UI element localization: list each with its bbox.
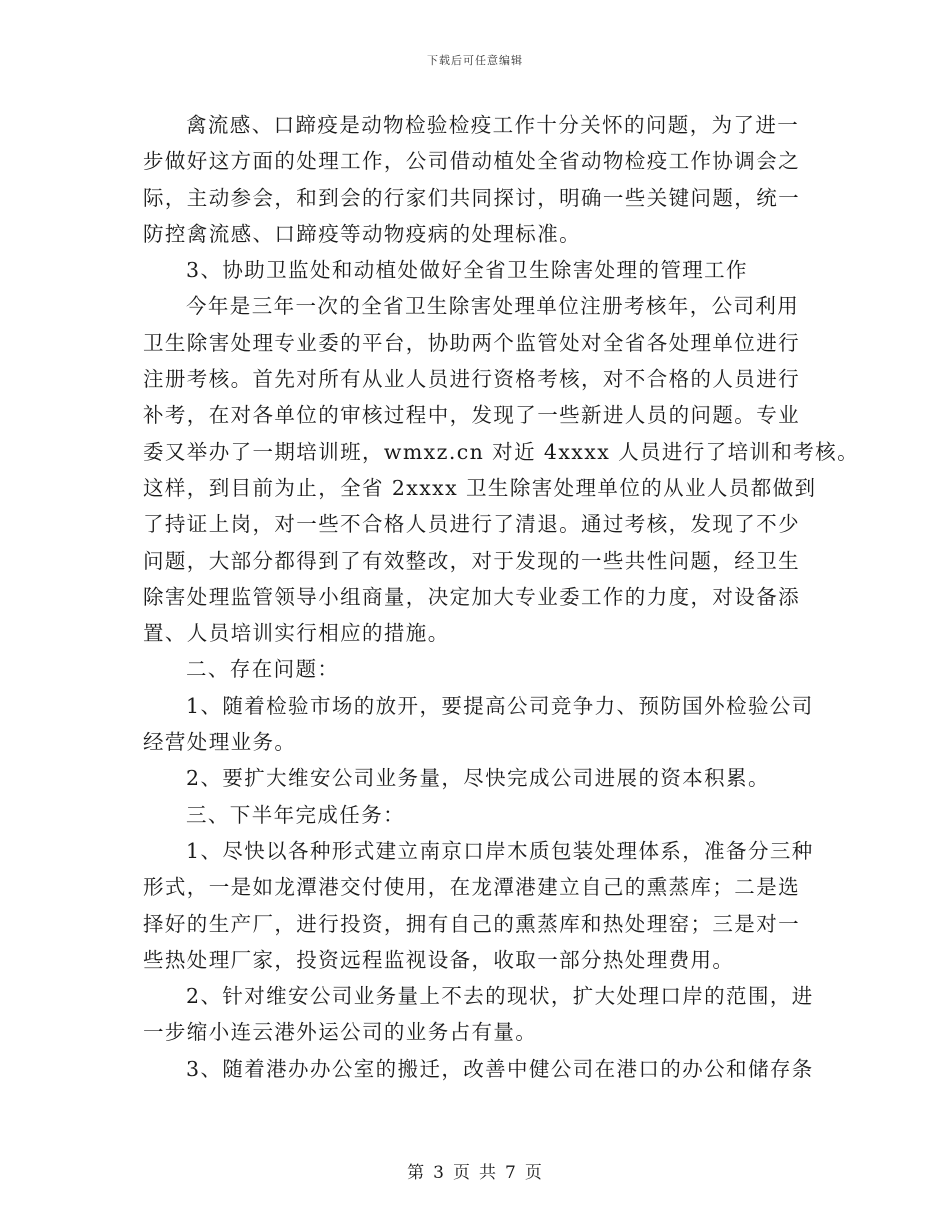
- paragraph: [143, 797, 808, 833]
- text-line: 今年是三年一次的全省卫生除害处理单位注册考核年，公司利用: [186, 294, 800, 319]
- text-line: 禽流感、口蹄疫是动物检验检疫工作十分关怀的问题，为了进一: [186, 113, 800, 137]
- footer-current-page: 3: [433, 1163, 445, 1183]
- footer-page-word: 页: [453, 1163, 471, 1183]
- text-line: 经营处理业务。: [143, 730, 297, 755]
- text-line: 问题，大部分都得到了有效整改，对于发现的一些共性问题，经卫生: [143, 548, 800, 573]
- text-line: 卫生除害处理专业委的平台，协助两个监管处对全省各处理单位进行: [143, 330, 800, 355]
- text-line: 补考，在对各单位的审核过程中，发现了一些新进人员的问题。专业: [143, 403, 800, 428]
- text-line: 2、要扩大维安公司业务量，尽快完成公司进展的资本积累。: [186, 766, 770, 791]
- text-line: 二、存在问题：: [186, 657, 340, 682]
- text-line: 这样，到目前为止，全省 2xxxx 卫生除害处理单位的从业人员都做到: [143, 475, 817, 500]
- page-footer: [0, 1158, 950, 1183]
- paragraph: [143, 833, 814, 978]
- footer-total-pages: 7: [505, 1163, 517, 1183]
- text-line: 形式，一是如龙潭港交付使用，在龙潭港建立自己的熏蒸库；二是选: [143, 875, 800, 900]
- text-line: 委又举办了一期培训班，wmxz.cn 对近 4xxxx 人员进行了培训和考核。: [143, 439, 859, 464]
- paragraph: [143, 760, 808, 796]
- text-line: 了持证上岗，对一些不合格人员进行了清退。通过考核，发现了不少: [143, 512, 800, 537]
- text-line: 防控禽流感、口蹄疫等动物疫病的处理标准。: [143, 221, 581, 246]
- paragraph: [143, 651, 808, 687]
- footer-total-label: 共: [479, 1163, 497, 1183]
- text-line: 些热处理厂家，投资远程监视设备，收取一部分热处理费用。: [143, 947, 735, 972]
- text-line: 步做好这方面的处理工作，公司借动植处全省动物检疫工作协调会之: [143, 149, 800, 174]
- text-line: 置、人员培训实行相应的措施。: [143, 621, 450, 646]
- footer-suffix: 页: [524, 1163, 543, 1183]
- text-line: 注册考核。首先对所有从业人员进行资格考核，对不合格的人员进行: [143, 367, 800, 392]
- header-note: 下载后可任意编辑: [427, 54, 523, 67]
- paragraph: [143, 252, 808, 288]
- text-line: 三、下半年完成任务：: [186, 802, 405, 827]
- text-line: 1、尽快以各种形式建立南京口岸木质包装处理体系，准备分三种: [186, 838, 814, 863]
- paragraph: [143, 107, 808, 252]
- paragraph: [143, 688, 814, 761]
- paragraph: [143, 978, 814, 1051]
- text-line: 3、协助卫监处和动植处做好全省卫生除害处理的管理工作: [186, 258, 748, 283]
- text-line: 一步缩小连云港外运公司的业务占有量。: [143, 1020, 538, 1045]
- paragraph: [143, 1051, 814, 1087]
- text-line: 择好的生产厂，进行投资，拥有自己的熏蒸库和热处理窑；三是对一: [143, 911, 800, 936]
- footer-prefix: 第: [407, 1163, 426, 1183]
- text-line: 3、随着港办办公室的搬迁，改善中健公司在港口的办公和储存条: [186, 1056, 814, 1081]
- text-line: 2、针对维安公司业务量上不去的现状，扩大处理口岸的范围，进: [186, 984, 814, 1009]
- document-body: [143, 107, 859, 1087]
- text-line: 际，主动参会，和到会的行家们共同探讨，明确一些关键问题，统一: [143, 185, 800, 210]
- text-line: 1、随着检验市场的放开，要提高公司竞争力、预防国外检验公司: [186, 693, 814, 718]
- text-line: 除害处理监管领导小组商量，决定加大专业委工作的力度，对设备添: [143, 584, 800, 609]
- paragraph: [143, 288, 859, 651]
